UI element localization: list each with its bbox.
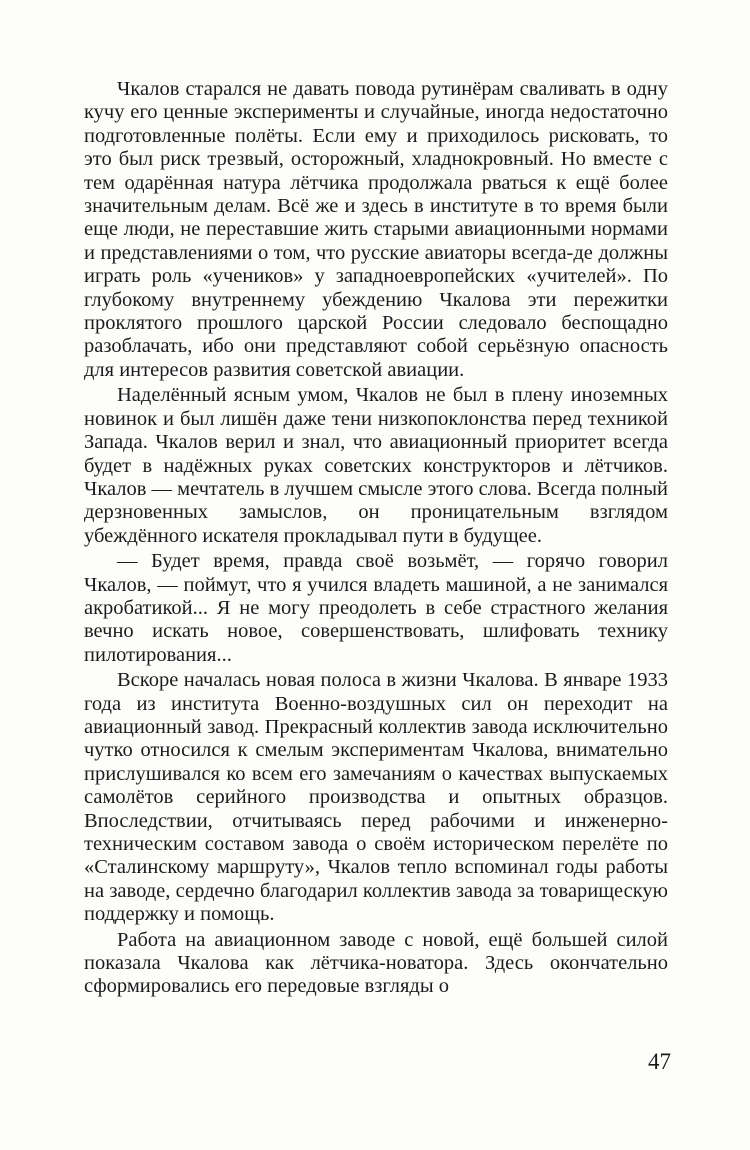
paragraph: Чкалов старался не давать повода рутинёрам сваливать в одну кучу его ценные эксперименты и случайные, иногда недостаточно подготовленные полёты. Если ему и приходилось рисковать, то это был риск трезвый, осторожный, хладнокровный. Но вместе с тем одарённая натура лётчика продолжала рваться к ещё более значительным делам. Всё же и здесь в институте в то время были еще люди, не переставшие жить старыми авиационными нормами и представлениями о том, что русские авиаторы всегда-де должны играть роль «учеников» у западноевропейских «учителей». По глубокому внутреннему убеждению Чкалова эти пережитки проклятого прошлого царской России следовало беспощадно разоблачать, ибо они представляют собой серьёзную опасность для интересов развития советской авиации. <box>84 78 668 381</box>
page-number: 47 <box>648 1049 671 1074</box>
paragraph: Наделённый ясным умом, Чкалов не был в плену иноземных новинок и был лишён даже тени низкопоклонства перед техникой Запада. Чкалов верил и знал, что авиационный приоритет всегда будет в надёжных руках советских конструкторов и лётчиков. Чкалов — мечтатель в лучшем смысле этого слова. Всегда полный дерзновенных замыслов, он проницательным взглядом убеждённого искателя прокладывал пути в будущее. <box>84 384 668 547</box>
body-text <box>84 78 668 999</box>
paragraph: Работа на авиационном заводе с новой, ещё большей силой показала Чкалова как лётчика-новатора. Здесь окончательно сформировались его передовые взгляды о <box>84 928 668 998</box>
paragraph: — Будет время, правда своё возьмёт, — горячо говорил Чкалов, — поймут, что я учился владеть машиной, а не занимался акробатикой... Я не могу преодолеть в себе страстного желания вечно искать новое, совершенствовать, шлифовать технику пилотирования... <box>84 550 668 666</box>
paragraph: Вскоре началась новая полоса в жизни Чкалова. В январе 1933 года из института Военно-воздушных сил он переходит на авиационный завод. Прекрасный коллектив завода исключительно чутко относился к смелым экспериментам Чкалова, внимательно прислушивался ко всем его замечаниям о качествах выпускаемых самолётов серийного производства и опытных образцов. Впоследствии, отчитываясь перед рабочими и инженерно-техническим составом завода о своём историческом перелёте по «Сталинскому маршруту», Чкалов тепло вспоминал годы работы на заводе, сердечно благодарил коллектив завода за товарищескую поддержку и помощь. <box>84 669 668 926</box>
